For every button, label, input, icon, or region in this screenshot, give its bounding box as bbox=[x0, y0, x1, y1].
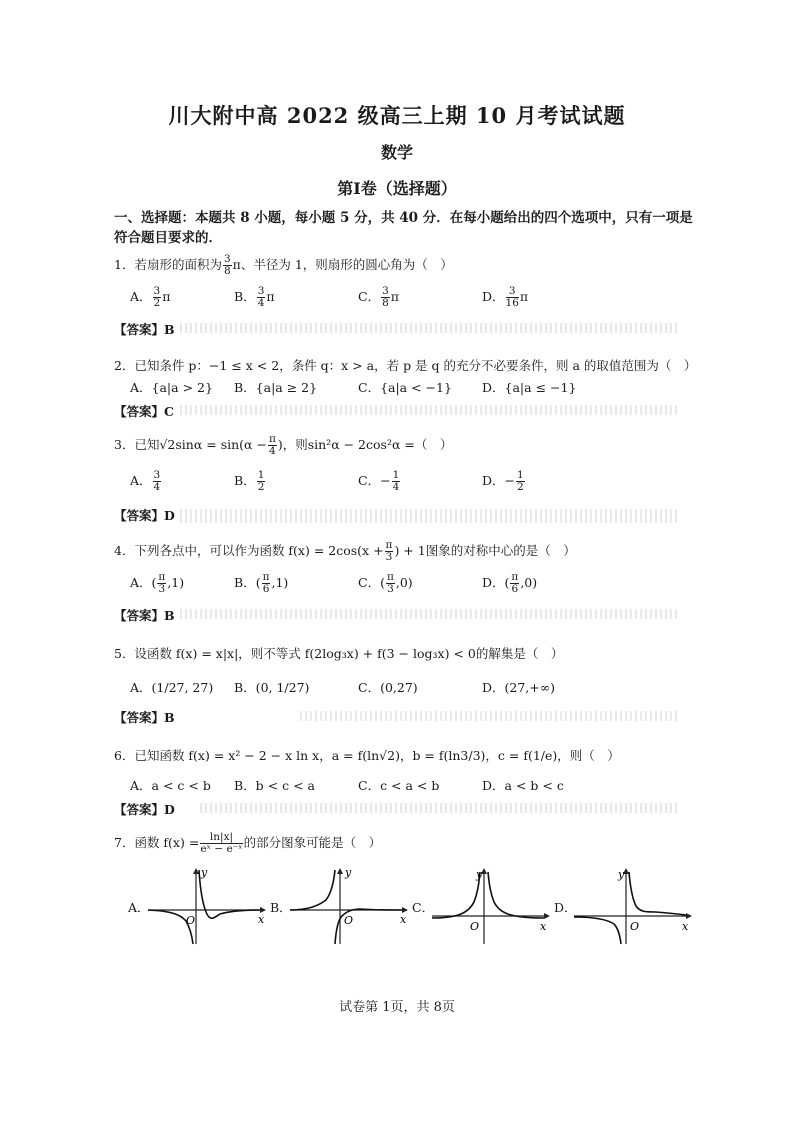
question-5-stem: 5．设函数 f(x) = x|x|，则不等式 f(2log₃x) + f(3 − log₃x) < 0的解集是（ ） bbox=[114, 646, 564, 661]
question-7-stem: 7．函数 f(x) = $\frac{\ln|x|}{\text{eˣ − e⁻ˣ}}$ 的部分图象可能是（ ） bbox=[114, 831, 382, 855]
question-1-option-c: C． $\frac{3}{8}$ π bbox=[358, 285, 399, 309]
question-1-option-d: D． $\frac{3}{16}$ π bbox=[482, 285, 529, 309]
question-2-option-a: A．{a|a > 2} bbox=[130, 380, 213, 395]
question-4-stem: 4．下列各点中，可以作为函数 f(x) = 2cos(x + $\frac{\pi}{3}$ ) + 1图象的对称中心的是（ ） bbox=[114, 539, 576, 563]
question-6-option-d: D．a < b < c bbox=[482, 778, 564, 793]
question-6-option-b: B．b < c < a bbox=[234, 778, 315, 793]
graph-c-x-label: x bbox=[540, 920, 547, 933]
question-2-stem: 2．已知条件 p：−1 ≤ x < 2，条件 q：x > a，若 p 是 q 的充分不必要条件，则 a 的取值范围为（ ） bbox=[114, 358, 697, 373]
question-6-answer: 【答案】D bbox=[114, 802, 175, 817]
scan-noise bbox=[300, 711, 680, 721]
question-5-option-d: D．(27,+∞) bbox=[482, 680, 556, 695]
scan-noise bbox=[180, 609, 680, 619]
question-3-option-d: D．− $\frac{1}{2}$ bbox=[482, 469, 524, 493]
graph-a-y-label: y bbox=[201, 866, 208, 879]
question-2-option-b: B．{a|a ≥ 2} bbox=[234, 380, 318, 395]
scan-noise bbox=[180, 323, 680, 333]
fraction: $\frac{\pi}{4}$ bbox=[268, 433, 276, 457]
graph-d bbox=[572, 866, 694, 946]
question-5-option-b: B．(0, 1/27) bbox=[234, 680, 310, 695]
question-3-option-b: B． $\frac{1}{2}$ bbox=[234, 469, 265, 493]
graph-b bbox=[288, 866, 410, 946]
graph-a-origin-label: O bbox=[186, 914, 196, 927]
graph-b-origin-label: O bbox=[344, 914, 354, 927]
question-4-option-a: A．( $\frac{\pi}{3}$ ,1) bbox=[130, 571, 185, 595]
graph-d-origin-label: O bbox=[630, 920, 640, 933]
question-2-option-d: D．{a|a ≤ −1} bbox=[482, 380, 577, 395]
question-4-option-c: C．( $\frac{\pi}{3}$ ,0) bbox=[358, 571, 413, 595]
graph-b-x-label: x bbox=[400, 913, 407, 926]
question-3-stem: 3．已知√2sinα = sin(α − $\frac{\pi}{4}$ )，则sin²α − 2cos²α =（ ） bbox=[114, 433, 453, 457]
question-6-option-a: A．a < c < b bbox=[130, 778, 211, 793]
part-heading: 第Ⅰ卷（选择题） bbox=[337, 179, 457, 198]
graph-a-label: A． bbox=[128, 900, 150, 915]
graph-c-origin-label: O bbox=[470, 920, 480, 933]
scan-noise bbox=[180, 405, 680, 415]
fraction: $\frac{\pi}{3}$ bbox=[385, 539, 393, 563]
fraction: $\frac{3}{8}$ bbox=[223, 253, 231, 277]
graph-a bbox=[146, 866, 268, 946]
question-4-option-b: B．( $\frac{\pi}{6}$ ,1) bbox=[234, 571, 289, 595]
graph-c-y-label: y bbox=[476, 868, 483, 881]
graph-c-label: C． bbox=[412, 900, 435, 915]
question-1-option-a: A． $\frac{3}{2}$ π bbox=[130, 285, 171, 309]
question-6-option-c: C．c < a < b bbox=[358, 778, 440, 793]
question-5-answer: 【答案】B bbox=[114, 710, 175, 725]
graph-b-y-label: y bbox=[345, 866, 352, 879]
question-5-option-a: A．(1/27, 27) bbox=[130, 680, 214, 695]
scan-noise bbox=[180, 509, 680, 523]
graph-d-label: D． bbox=[554, 900, 577, 915]
question-4-option-d: D．( $\frac{\pi}{6}$ ,0) bbox=[482, 571, 538, 595]
section-instructions: 一、选择题：本题共 8 小题，每小题 5 分，共 40 分．在每小题给出的四个选项中，只有一项是符合题目要求的． bbox=[114, 210, 693, 246]
graph-d-x-label: x bbox=[682, 920, 689, 933]
scan-noise bbox=[200, 803, 680, 813]
question-3-option-c: C．− $\frac{1}{4}$ bbox=[358, 469, 400, 493]
question-4-answer: 【答案】B bbox=[114, 608, 175, 623]
graph-a-x-label: x bbox=[258, 913, 265, 926]
subject-heading: 数学 bbox=[380, 143, 413, 162]
question-5-option-c: C．(0,27) bbox=[358, 680, 418, 695]
question-3-answer: 【答案】D bbox=[114, 508, 175, 523]
question-1-stem: 1．若扇形的面积为 $\frac{3}{8}$ π、半径为 1，则扇形的圆心角为（ ） bbox=[114, 253, 453, 277]
question-2-option-c: C．{a|a < −1} bbox=[358, 380, 452, 395]
question-1-answer: 【答案】B bbox=[114, 322, 175, 337]
question-1-option-b: B． $\frac{3}{4}$ π bbox=[234, 285, 275, 309]
question-2-answer: 【答案】C bbox=[114, 404, 174, 419]
fraction: $\frac{\ln|x|}{\text{eˣ − e⁻ˣ}}$ bbox=[200, 831, 243, 855]
page-footer: 试卷第 1页，共 8页 bbox=[339, 1000, 455, 1015]
graph-b-label: B． bbox=[270, 900, 292, 915]
exam-title: 川大附中高 2022 级高三上期 10 月考试试题 bbox=[168, 103, 626, 128]
graph-d-y-label: y bbox=[618, 868, 625, 881]
question-6-stem: 6．已知函数 f(x) = x² − 2 − x ln x，a = f(ln√2)，b = f(ln3/3)，c = f(1/e)，则（ ） bbox=[114, 748, 620, 763]
question-3-option-a: A． $\frac{3}{4}$ bbox=[130, 469, 161, 493]
graph-c bbox=[430, 866, 552, 946]
